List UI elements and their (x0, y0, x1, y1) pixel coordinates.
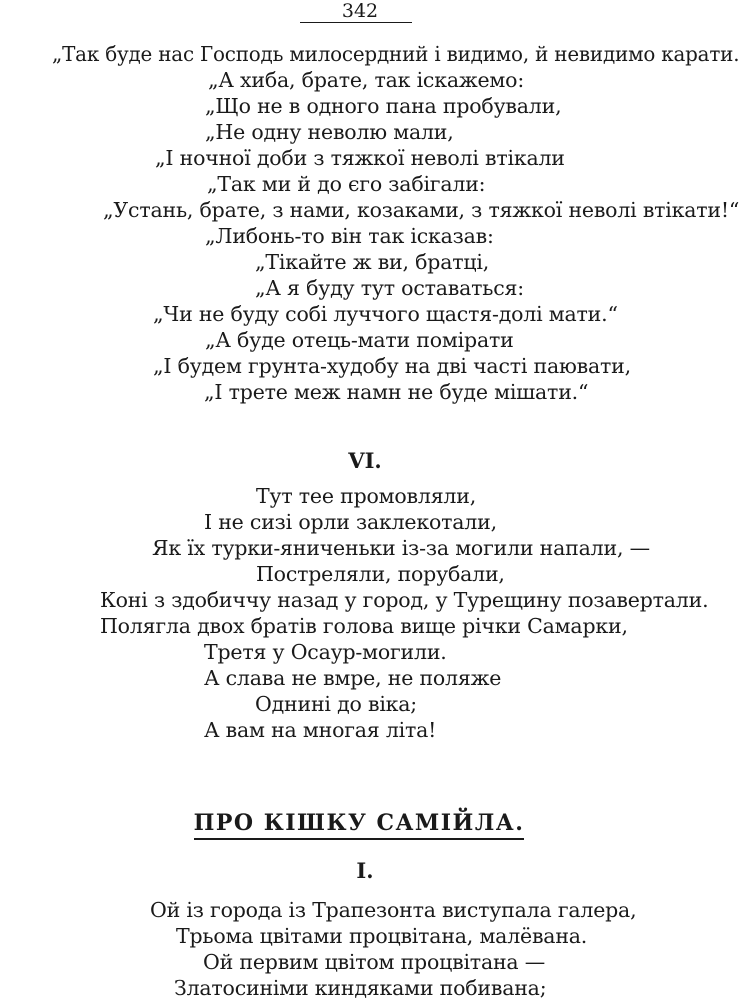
verse-line: „І трете меж намн не буде мішати.“ (204, 380, 589, 404)
poem-title-text: ПРО КІШКУ САМІЙЛА. (194, 809, 525, 840)
section-heading: I. (356, 858, 374, 883)
verse-line: А вам на многая літа! (204, 718, 437, 742)
verse-line: Полягла двох братів голова вище річки Самарки, (100, 614, 628, 638)
poem-title (0, 809, 718, 840)
verse-line: „А я буду тут оставаться: (255, 276, 524, 300)
page-number: 342 (341, 0, 379, 22)
verse-line: Златосиніми киндяками побивана; (174, 976, 547, 1000)
section-heading: VI. (348, 448, 382, 473)
verse-line: Третя у Осаур-могили. (204, 640, 447, 664)
verse-line: Тут тее промовляли, (256, 484, 477, 508)
verse-line: „І будем грунта-худобу на дві часті паювати, (153, 354, 631, 378)
verse-line: Ой із города із Трапезонта виступала галера, (150, 898, 637, 922)
verse-line: Ой первим цвітом процвітана — (203, 950, 546, 974)
verse-line: „Не одну неволю мали, (205, 120, 454, 144)
verse-line: Однині до віка; (255, 692, 418, 716)
verse-line: „А хиба, брате, так іскажемо: (208, 68, 525, 92)
verse-line: „Тікайте ж ви, братці, (255, 250, 490, 274)
verse-line: Коні з здобиччу назад у город, у Турещину позавертали. (100, 588, 709, 612)
verse-line: „Либонь-то він так ісказав: (205, 224, 494, 248)
verse-line: А слава не вмре, не поляже (204, 666, 502, 690)
verse-line: „Так ми й до єго забігали: (207, 172, 486, 196)
verse-line: „І ночної доби з тяжкої неволі втікали (155, 146, 565, 170)
verse-line: Як їх турки-яниченьки із-за могили напали, — (152, 536, 650, 560)
verse-line: „Що не в одного пана пробували, (205, 94, 562, 118)
verse-line: „Чи не буду собі луччого щастя-долі мати.“ (153, 302, 618, 326)
verse-line: „А буде отець-мати помірати (205, 328, 514, 352)
verse-line: Постреляли, порубали, (256, 562, 505, 586)
verse-line: „Так буде нас Господь милосердний і видимо, й невидимо карати. (52, 42, 740, 66)
verse-line: „Устань, брате, з нами, козаками, з тяжкої неволі втікати!“ (103, 198, 740, 222)
verse-line: І не сизі орли заклекотали, (204, 510, 497, 534)
page-number-rule (300, 22, 412, 23)
verse-line: Трьома цвітами процвітана, малёвана. (176, 924, 588, 948)
